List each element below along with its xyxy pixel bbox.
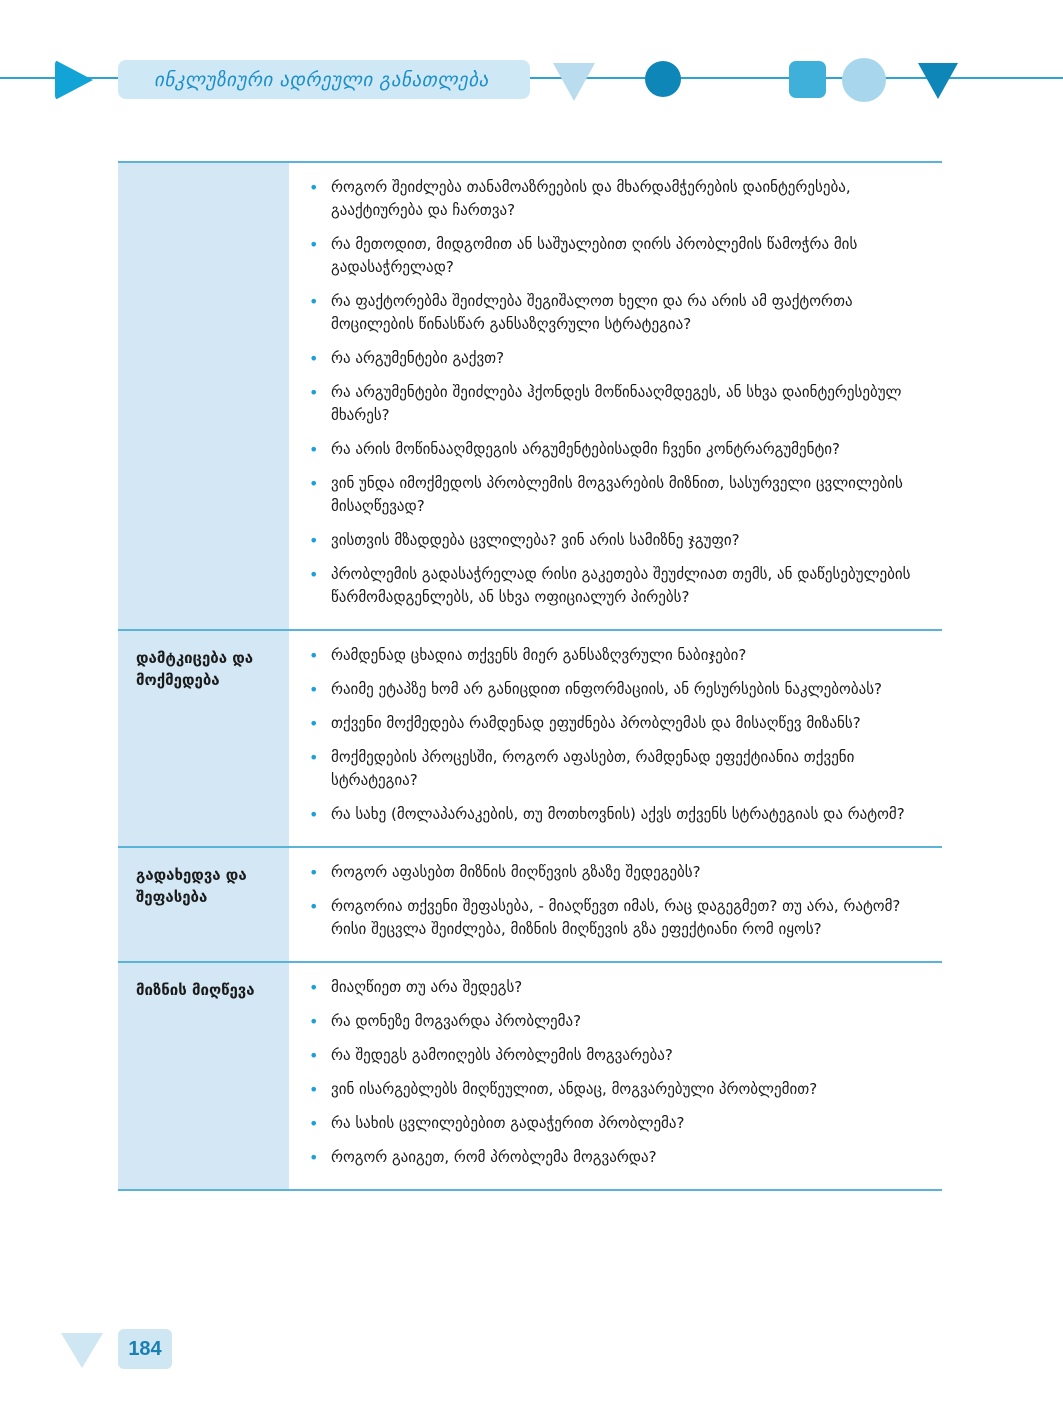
bullet-icon: • [309,349,319,368]
table-row [118,848,942,963]
row-content-cell [289,848,942,961]
page-number: 184 [128,1337,162,1360]
row-label-cell [118,631,289,846]
bullet-icon: • [309,714,319,733]
header-arrow-icon [55,60,93,100]
header-title: ინკლუზიური ადრეული განათლება [154,68,489,91]
list-item [309,176,926,222]
bullet-icon: • [309,897,319,916]
list-item-text: რამდენად ცხადია თქვენს მიერ განსაზღვრული ნაბიჯები? [331,646,747,664]
list-item-text: როგორია თქვენი შეფასება, - მიაღწევთ იმას, რაც დაგეგმეთ? თუ არა, რატომ? რისი შეცვლა შეიძლება, მიზნის მიღწევის გზა ეფექტიანი რომ იყოს? [331,897,901,938]
table-row [118,963,942,1191]
list-item-text: ვისთვის მზადდება ცვლილება? ვინ არის სამიზნე ჯგუფი? [331,531,740,549]
row-content-cell [289,631,942,846]
bullet-icon: • [309,680,319,699]
list-item-text: რა მეთოდით, მიდგომით ან საშუალებით ღირს პრობლემის წამოჭრა მის გადასაჭრელად? [331,235,858,276]
bullet-icon: • [309,440,319,459]
list-item [309,976,926,999]
table-row [118,163,942,631]
list-item [309,895,926,941]
strategy-table [118,161,942,1191]
triangle-icon [918,63,958,99]
list-item [309,861,926,884]
bullet-icon: • [309,863,319,882]
bullet-icon: • [309,235,319,254]
list-item [309,347,926,370]
bullet-icon: • [309,978,319,997]
list-item-text: რა შედეგს გამოიღებს პრობლემის მოგვარება? [331,1046,673,1064]
list-item-text: რა ფაქტორებმა შეიძლება შეგიშალოთ ხელი და რა არის ამ ფაქტორთა მოცილების წინასწარ განსაზღვრული სტრატეგია? [331,292,853,333]
bullet-icon: • [309,1148,319,1167]
bullet-icon: • [309,1046,319,1065]
row-label-cell [118,963,289,1189]
list-item-text: რა დონეზე მოგვარდა პრობლემა? [331,1012,582,1030]
bullet-icon: • [309,646,319,665]
list-item-text: თქვენი მოქმედება რამდენად ეფუძნება პრობლემას და მისაღწევ მიზანს? [331,714,861,732]
list-item [309,644,926,667]
row-label-cell [118,848,289,961]
bullet-icon: • [309,1012,319,1031]
bullet-icon: • [309,805,319,824]
bullet-icon: • [309,531,319,550]
row-content-cell [289,963,942,1189]
list-item-text: პრობლემის გადასაჭრელად რისი გაკეთება შეუძლიათ თემს, ან დაწესებულების წარმომადგენლებს, ან სხვა ოფიციალურ პირებს? [331,565,911,606]
list-item [309,803,926,826]
bullet-icon: • [309,292,319,311]
table-row [118,631,942,848]
list-item-text: რა არგუმენტები შეიძლება ჰქონდეს მოწინააღმდეგეს, ან სხვა დაინტერესებულ მხარეს? [331,383,902,424]
bullet-icon: • [309,748,319,767]
list-item-text: ვინ უნდა იმოქმედოს პრობლემის მოგვარების მიზნით, სასურველი ცვლილების მისაღწევად? [331,474,903,515]
list-item [309,1146,926,1169]
bullet-icon: • [309,1080,319,1099]
footer-triangle-icon [61,1333,103,1368]
list-item-text: მიაღწიეთ თუ არა შედეგს? [331,978,523,996]
list-item [309,678,926,701]
list-item [309,1078,926,1101]
list-item [309,472,926,518]
list-item-text: რაიმე ეტაპზე ხომ არ განიცდით ინფორმაციის, ან რესურსების ნაკლებობას? [331,680,883,698]
list-item-text: როგორ გაიგეთ, რომ პრობლემა მოგვარდა? [331,1148,657,1166]
row-content-cell [289,163,942,629]
row-label-cell [118,163,289,629]
row-label: გადახედვა და შეფასება [136,866,247,906]
list-item-text: როგორ აფასებთ მიზნის მიღწევის გზაზე შედეგებს? [331,863,701,881]
header-title-pill [118,60,530,99]
page-number-badge [118,1329,172,1369]
list-item-text: რა სახე (მოლაპარაკების, თუ მოთხოვნის) აქვს თქვენს სტრატეგიას და რატომ? [331,805,905,823]
list-item [309,746,926,792]
list-item [309,290,926,336]
list-item [309,438,926,461]
bullet-icon: • [309,474,319,493]
list-item-text: რა არგუმენტები გაქვთ? [331,349,505,367]
list-item [309,1112,926,1135]
list-item [309,563,926,609]
bullet-icon: • [309,383,319,402]
bullet-icon: • [309,565,319,584]
list-item [309,1044,926,1067]
list-item [309,529,926,552]
triangle-icon [553,63,595,101]
list-item-text: მოქმედების პროცესში, როგორ აფასებთ, რამდენად ეფექტიანია თქვენი სტრატეგია? [331,748,855,789]
list-item-text: როგორ შეიძლება თანამოაზრეების და მხარდამჭერების დაინტერესება, გააქტიურება და ჩართვა? [331,178,851,219]
list-item [309,712,926,735]
row-label: მიზნის მიღწევა [136,981,255,999]
circle-icon [842,58,886,102]
list-item [309,381,926,427]
row-label: დამტკიცება და მოქმედება [136,649,254,689]
bullet-icon: • [309,1114,319,1133]
bullet-icon: • [309,178,319,197]
list-item [309,1010,926,1033]
circle-icon [645,61,681,97]
list-item [309,233,926,279]
list-item-text: ვინ ისარგებლებს მიღწეულით, ანდაც, მოგვარებული პრობლემით? [331,1080,818,1098]
list-item-text: რა სახის ცვლილებებით გადაჭერით პრობლემა? [331,1114,685,1132]
list-item-text: რა არის მოწინააღმდეგის არგუმენტებისადმი ჩვენი კონტრარგუმენტი? [331,440,841,458]
square-icon [789,61,826,98]
